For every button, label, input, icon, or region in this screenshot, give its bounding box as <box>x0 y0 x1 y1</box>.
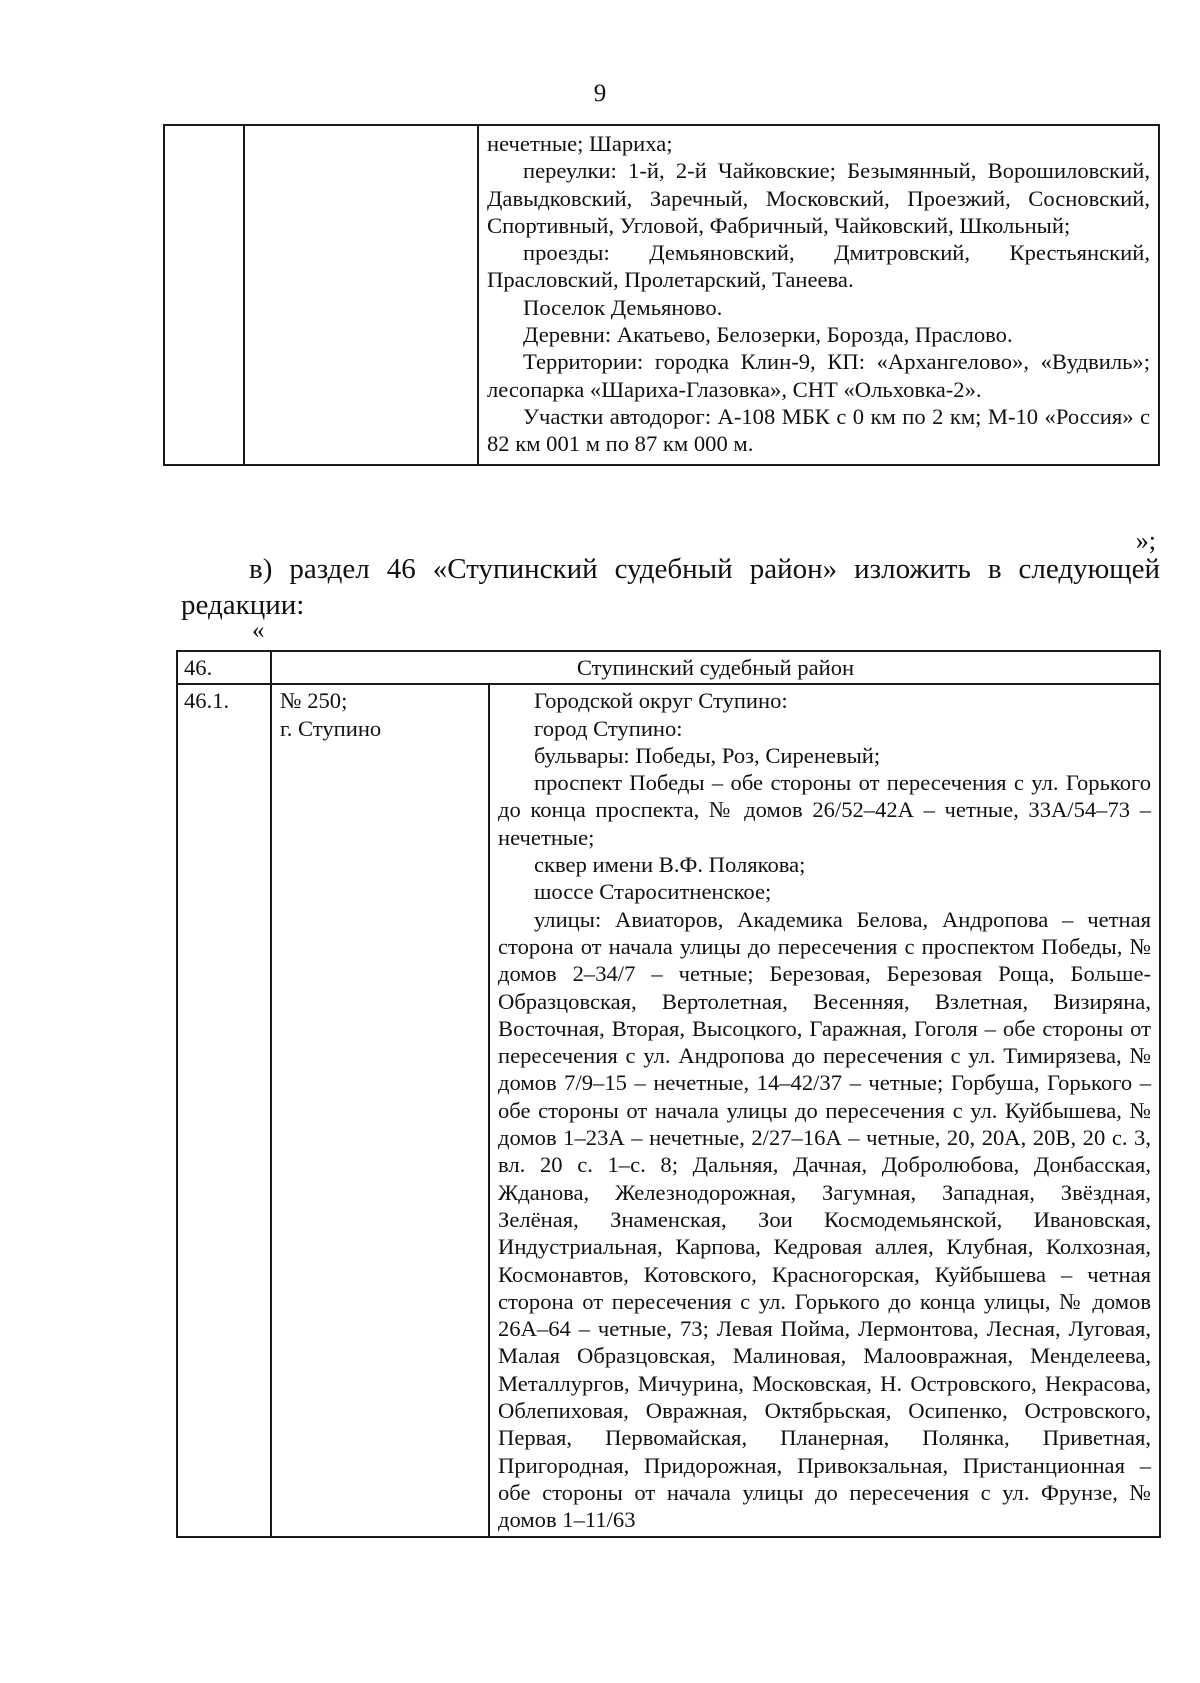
territory-paragraph: Городской округ Ступино: <box>534 688 788 714</box>
territory-paragraph: шоссе Староситненское; <box>534 879 772 905</box>
instruction-line: в) раздел 46 «Ступинский судебный район» изложить в следующей <box>249 553 1160 585</box>
district-title: Ступинский судебный район <box>271 651 1160 684</box>
territory-paragraph: сквер имени В.Ф. Полякова; <box>534 852 806 878</box>
amendment-instruction <box>182 551 1160 623</box>
territory-paragraph: Территории: городка Клин-9, КП: «Архангелово», «Вудвиль»; лесопарка «Шариха-Глазовка», СНТ «Ольховка-2». <box>487 349 1150 402</box>
territory-paragraph: проспект Победы – обе стороны от пересечения с ул. Горького до конца проспекта, № домов 26/52–42А – четные, 33А/54–73 – нечетные; <box>498 770 1151 850</box>
territory-paragraph: город Ступино: <box>534 715 683 741</box>
court-city: г. Ступино <box>280 715 382 741</box>
territory-paragraph: Поселок Демьяново. <box>523 294 723 320</box>
page-number: 9 <box>593 80 607 107</box>
precinct-number: 46.1. <box>177 684 271 1536</box>
district-header-row <box>177 651 1160 684</box>
precinct-territory <box>489 684 1160 1536</box>
continued-territory-cell <box>478 125 1159 465</box>
territory-paragraph: нечетные; Шариха; <box>487 131 673 156</box>
territory-paragraph: проезды: Демьяновский, Дмитровский, Крестьянский, Прасловский, Пролетарский, Танеева. <box>487 240 1150 293</box>
closing-quote: »; <box>1135 526 1156 555</box>
court-number: № 250; <box>280 688 348 714</box>
continued-table <box>163 124 1160 466</box>
territory-paragraph: Деревни: Акатьево, Белозерки, Борозда, Праслово. <box>523 322 1013 348</box>
territory-paragraph: улицы: Авиаторов, Академика Белова, Андропова – четная сторона от начала улицы до пересечения с проспектом Победы, № домов 2–34/7 – четные; Березовая, Березовая Роща, Больше-Образцовская, Вертолетная, Весенняя, Взлетная, Визиряна, Восточная, Вторая, Высоцкого, Гаражная, Гоголя – обе стороны от пересечения с ул. Андропова до пересечения с ул. Тимирязева, № домов 7/9–15 – нечетные, 14–42/37 – четные; Горбуша, Горького – обе стороны от начала улицы до пересечения с ул. Куйбышева, № домов 1–23А – нечетные, 2/27–16А – четные, 20, 20А, 20В, 20 с. 3, вл. 20 с. 1–с. 8; Дальняя, Дачная, Добролюбова, Донбасская, Жданова, Железнодорожная, Загумная, Западная, Звёздная, Зелёная, Знаменская, Зои Космодемьянской, Ивановская, Индустриальная, Карпова, Кедровая аллея, Клубная, Колхозная, Космонавтов, Котовского, Красногорская, Куйбышева – четная сторона от пересечения с ул. Горького до конца улицы, № домов 26А–64 – четные, 73; Левая Пойма, Лермонтова, Лесная, Луговая, Малая Образцовская, Малиновая, Малоовражная, Менделеева, Металлургов, Мичурина, Московская, Н. Островского, Некрасова, Облепиховая, Овражная, Октябрьская, Осипенко, Островского, Первая, Первомайская, Планерная, Полянка, Приветная, Пригородная, Придорожная, Привокзальная, Пристанционная – обе стороны от начала улицы до пересечения с ул. Фрунзе, № домов 1–11/63 <box>498 906 1151 1533</box>
district-row <box>177 684 1160 1536</box>
continued-court-cell <box>244 125 478 465</box>
instruction-line: редакции: <box>181 589 305 621</box>
territory-paragraph: переулки: 1-й, 2-й Чайковские; Безымянный, Ворошиловский, Давыдковский, Заречный, Московский, Проезжий, Сосновский, Спортивный, Угловой, Фабричный, Чайковский, Школьный; <box>487 158 1150 238</box>
district-number: 46. <box>177 651 271 684</box>
opening-quote: « <box>252 617 265 644</box>
territory-paragraph: бульвары: Победы, Роз, Сиреневый; <box>534 742 881 768</box>
district-table <box>176 650 1161 1538</box>
continued-number-cell <box>164 125 244 465</box>
precinct-court <box>271 684 489 1536</box>
territory-paragraph: Участки автодорог: А-108 МБК с 0 км по 2 км; М-10 «Россия» с 82 км 001 м по 87 км 000 м. <box>487 403 1150 457</box>
